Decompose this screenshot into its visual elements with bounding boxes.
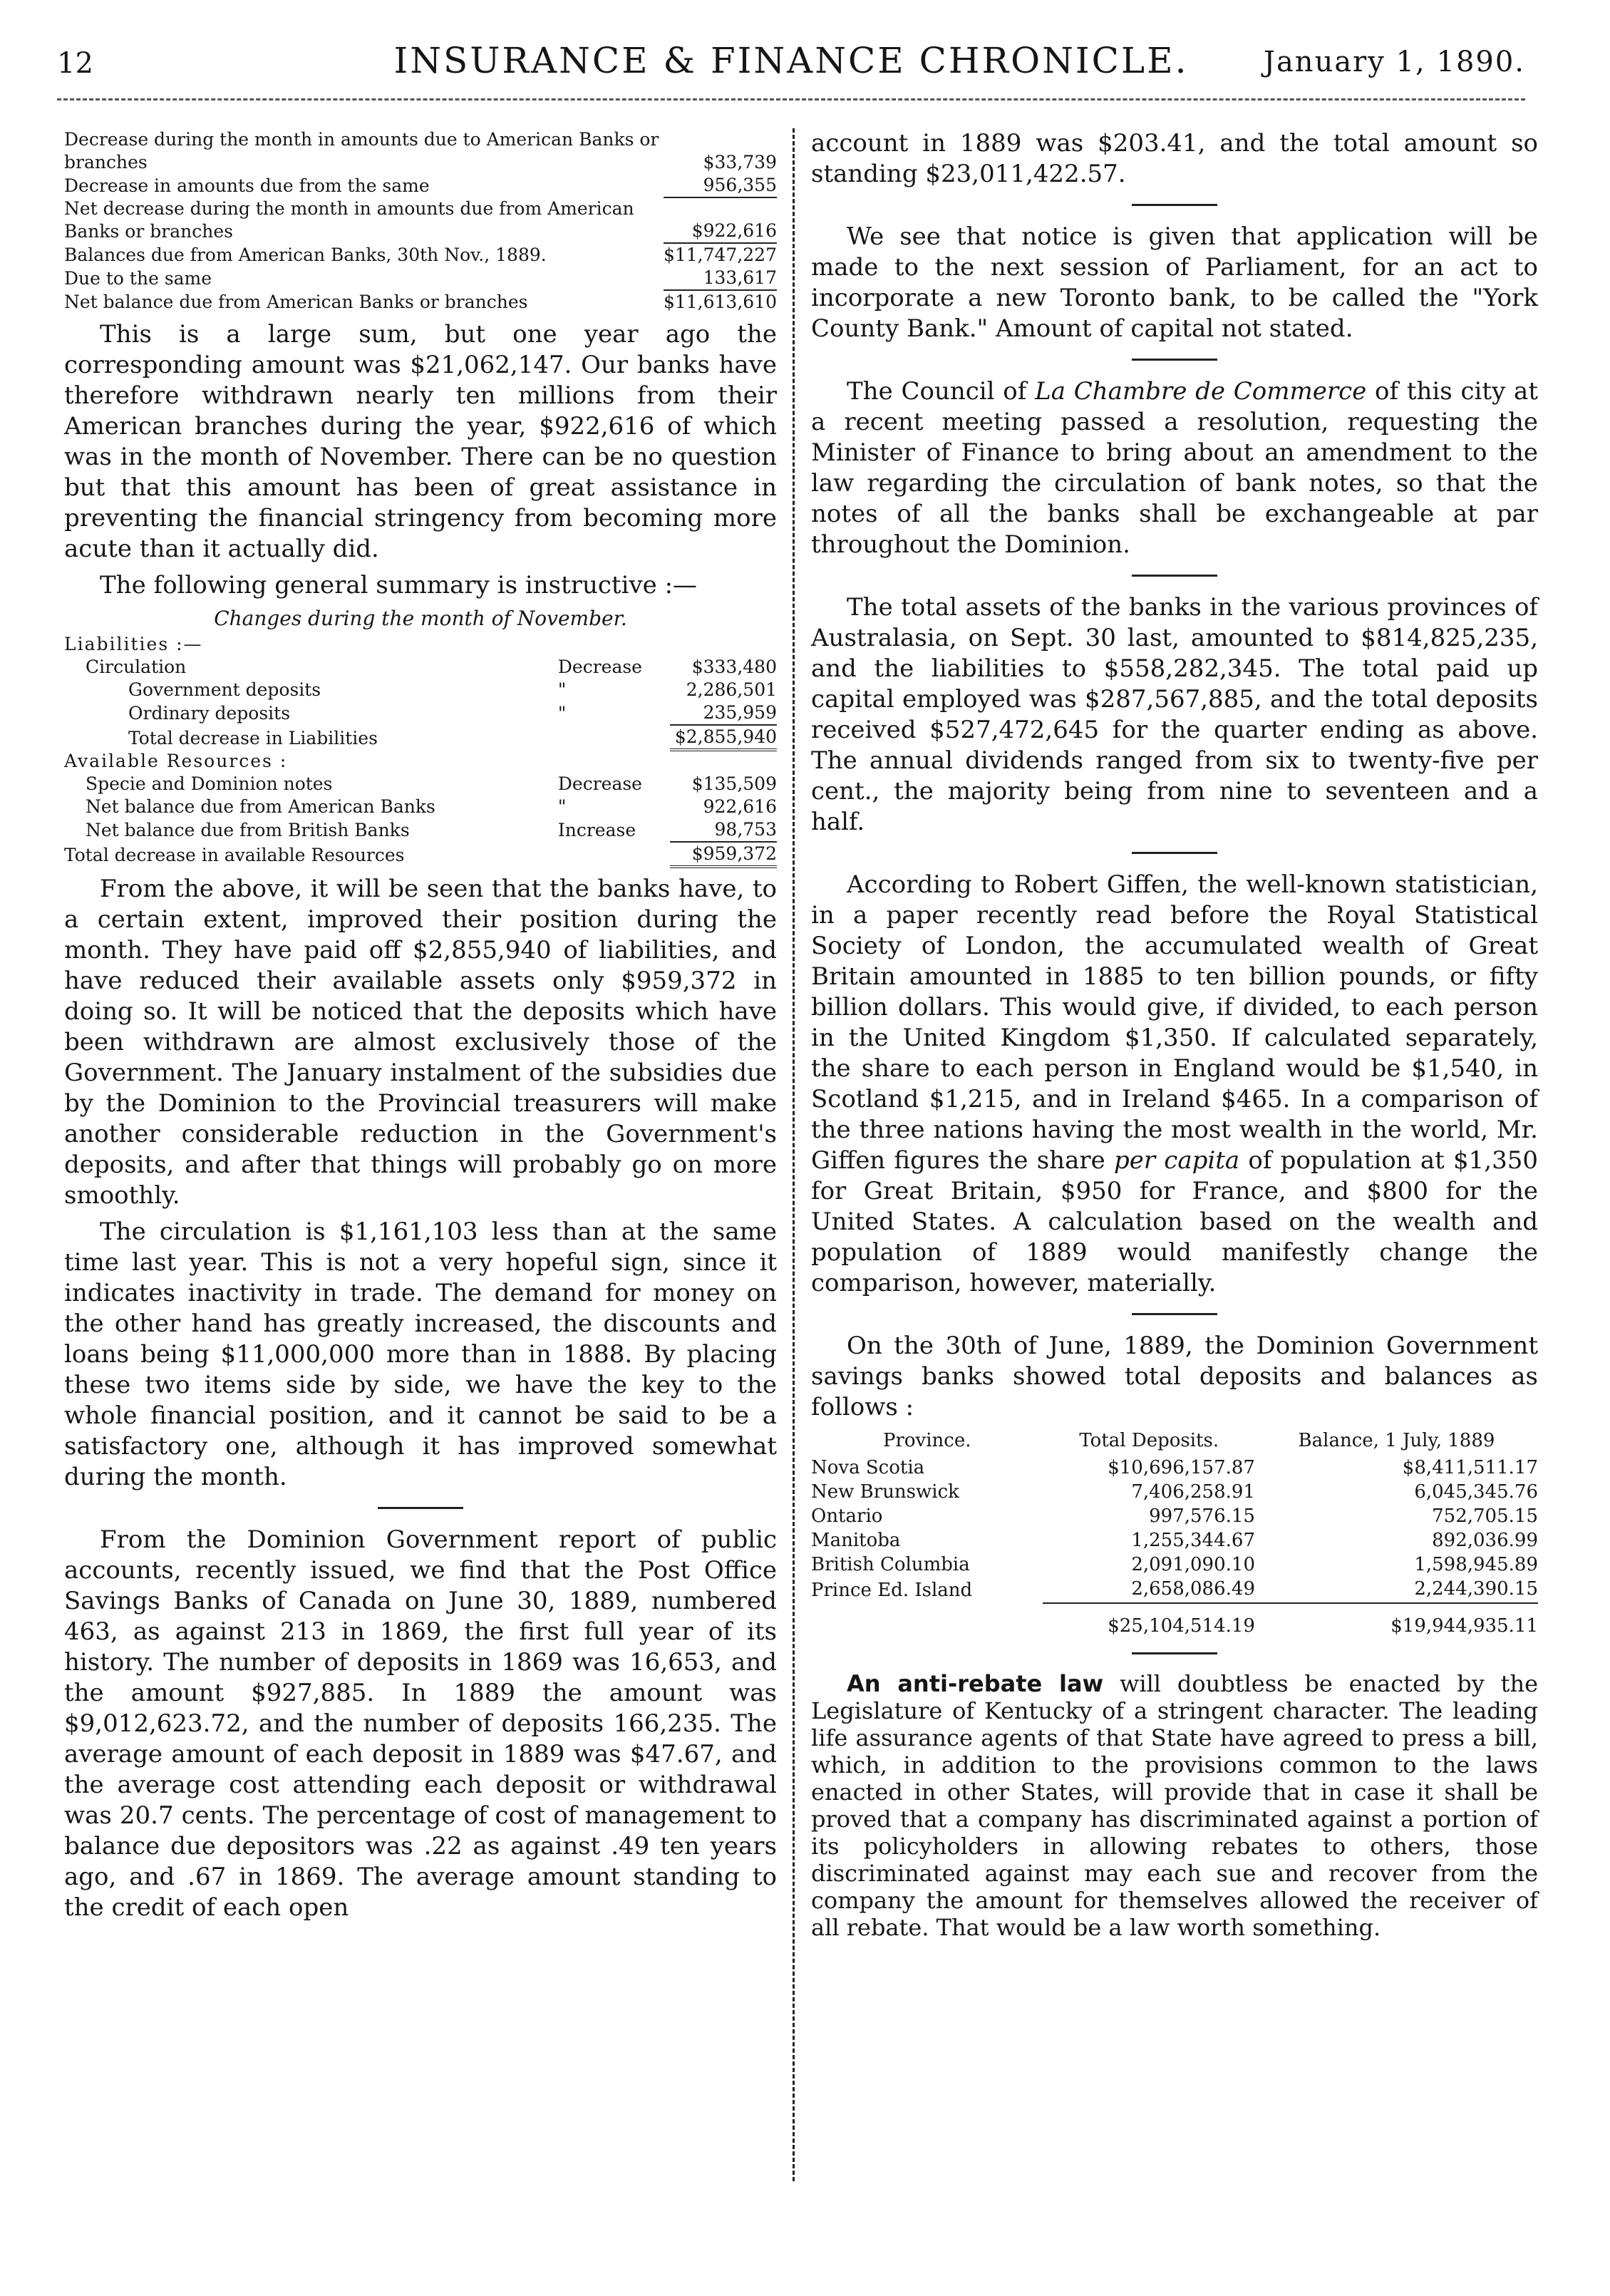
table-cell: 1,255,344.67 [1131, 1530, 1255, 1551]
ledger-amount: $135,509 [691, 773, 777, 794]
ledger-row [64, 128, 777, 174]
ledger-row [64, 267, 777, 290]
paragraph: account in 1889 was $203.41, and the total amount so standing $23,011,422.57. [811, 129, 1538, 188]
ledger-amount: 235,959 [670, 701, 777, 725]
ledger-label: Government deposits [128, 679, 321, 700]
text-run: According to Robert Giffen, the well-known statistician, in a paper recently read before the Royal Statistical Society of London, the accumulated wealth of Great Britain amounted in 1885 to ten billion pounds, or fifty billion dollars. This would give, if divided, to each person in the United Kingdom $1,350. If calculated separately, the share to each person in England would be $1,540, in Scotland $1,215, and in Ireland $465. In a comparison of the three nations having the most wealth in the world, Mr. Giffen figures the share [811, 870, 1538, 1175]
ledger-row [64, 290, 777, 314]
section-rule [1132, 1652, 1217, 1654]
table-total: $19,944,935.11 [1390, 1615, 1538, 1637]
page-header [57, 34, 1525, 91]
ledger-kind: Decrease [557, 773, 642, 794]
paragraph: The following general summary is instructive :— [100, 571, 698, 599]
section-rule [1132, 852, 1217, 854]
ledger-label: Circulation [86, 657, 187, 677]
running-title: INSURANCE & FINANCE CHRONICLE. [393, 40, 1189, 81]
paragraph: On the 30th of June, 1889, the Dominion Government savings banks showed total deposits and balances as follows : [811, 1332, 1538, 1421]
paragraph: The circulation is $1,161,103 less than at the same time last year. This is not a very hopeful sign, since it indicates inactivity in trade. The demand for money on the other hand has greatly increased, the discounts and loans being $11,000,000 more than in 1888. By placing these two items side by side, we have the key to the whole financial position, and it cannot be said to be a satisfactory one, although it has improved somewhat during the month. [64, 1218, 777, 1491]
ledger-amount: 98,753 [670, 818, 777, 842]
table-cell: 892,036.99 [1432, 1530, 1538, 1551]
ledger-amount: $11,747,227 [663, 244, 777, 265]
column-divider [793, 128, 795, 2181]
page-number: 12 [57, 47, 93, 80]
ledger-amount: 922,616 [703, 796, 777, 817]
paragraph [811, 870, 1538, 1299]
table-cell: 2,091,090.10 [1131, 1554, 1255, 1575]
table-cell: New Brunswick [811, 1481, 959, 1503]
ledger-row [64, 818, 777, 842]
column-header: Total Deposits. [1079, 1430, 1219, 1451]
section-rule [1132, 359, 1217, 361]
table-row [811, 1553, 1538, 1577]
text-run: of population at $1,350 for Great Britain, $950 for France, and $800 for the United States. A calculation based on the wealth and population of 1889 would manifestly change the comparison, however, materially. [811, 1146, 1538, 1297]
column-header: Province. [882, 1430, 971, 1451]
table-cell: $10,696,157.87 [1108, 1457, 1255, 1478]
table-row [811, 1480, 1538, 1504]
ledger-section-label: Available Resources : [64, 751, 288, 771]
ledger-row [64, 633, 777, 656]
ledger-row [64, 243, 777, 267]
paragraph: This is a large sum, but one year ago the corresponding amount was $21,062,147. Our banks have therefore withdrawn nearly ten millions from their American branches during the year, $922,616 of which was in the month of November. There can be no question but that this amount has been of great assistance in preventing the financial stringency from becoming more acute than it actually did. [64, 320, 777, 563]
ledger-label: Balances due from American Banks, 30th Nov., 1889. [64, 244, 547, 265]
paragraph: From the Dominion Government report of public accounts, recently issued, we find that the Post Office Savings Banks of Canada on June 30, 1889, numbered 463, as against 213 in 1869, the first full year of its history. The number of deposits in 1869 was 16,653, and the amount $927,885. In 1889 the amount was $9,012,623.72, and the number of deposits 166,235. The average amount of each deposit in 1889 was $47.67, and the average cost attending each deposit or withdrawal was 20.7 cents. The percentage of cost of management to balance due depositors was .22 as against .49 ten years ago, and .67 in 1869. The average amount standing to the credit of each open [64, 1525, 777, 1922]
ledger-label: Net balance due from American Banks or branches [64, 292, 528, 312]
table-row [811, 1456, 1538, 1480]
ledger-amount: $922,616 [664, 197, 777, 243]
ledger-total: $959,372 [670, 842, 777, 867]
table-cell: Ontario [811, 1505, 883, 1527]
ledger-row [64, 197, 777, 243]
table-cell: Prince Ed. Island [811, 1579, 973, 1601]
ledger-row [64, 796, 777, 818]
ledger-row [64, 842, 777, 867]
savings-banks-table [811, 1428, 1538, 1638]
paragraph: From the above, it will be seen that the banks have, to a certain extent, improved their position during the month. They have paid off $2,855,940 of liabilities, and have reduced their available assets only $959,372 in doing so. It will be noticed that the deposits which have been withdrawn are almost exclusively those of the Government. The January instalment of the subsidies due by the Dominion to the Provincial treasurers will make another considerable reduction in the Government's deposits, and after that things will probably go on more smoothly. [64, 875, 777, 1210]
table-row [811, 1577, 1538, 1603]
lead-phrase: An anti-rebate law [847, 1670, 1104, 1697]
table-total-row [811, 1603, 1538, 1638]
text-run: will doubtless be enacted by the Legislature of Kentucky of a stringent character. The leading life assurance agents of that State have agreed to press a bill, which, in addition to the provisions common to the laws enacted in other States, will provide that in case it shall be proved that a company has discriminated against a portion of its policyholders in allowing rebates to others, those discriminated against may each sue and recover from the company the amount for themselves allowed the receiver of all rebate. That would be a law worth something. [811, 1670, 1539, 1941]
italic-term: La Chambre de Commerce [1035, 377, 1367, 406]
section-rule [1132, 204, 1217, 206]
ledger-amount: 956,355 [664, 174, 777, 197]
ledger-label: Decrease during the month in amounts due to American Banks or branches [64, 129, 659, 173]
right-column [811, 128, 1538, 1947]
table-cell: 997,576.15 [1149, 1505, 1255, 1527]
table-cell: Manitoba [811, 1530, 901, 1551]
paragraph: The total assets of the banks in the various provinces of Australasia, on Sept. 30 last, amounted to $814,825,235, and the liabilities to $558,282,345. The total paid up capital employed was $287,567,885, and the total deposits received $527,472,645 for the quarter ending as above. The annual dividends ranged from six to twenty-five per cent., the majority being from nine to seventeen and a half. [811, 593, 1538, 836]
ledger-row [64, 656, 777, 679]
ledger-amount: $11,613,610 [663, 292, 777, 312]
table-cell: 7,406,258.91 [1131, 1481, 1255, 1503]
table-header-row [811, 1428, 1538, 1456]
table-cell: British Columbia [811, 1554, 970, 1575]
table-row [811, 1504, 1538, 1528]
header-rule [57, 98, 1525, 103]
left-column [64, 128, 777, 1929]
table-cell: 2,244,390.15 [1255, 1577, 1538, 1603]
ledger-row [64, 725, 777, 750]
ledger-kind: Increase [557, 820, 636, 840]
paragraph: We see that notice is given that application will be made to the next session of Parliament, for an act to incorporate a new Toronto bank, to be called the "York County Bank." Amount of capital not stated. [811, 222, 1538, 343]
ledger-total: $2,855,940 [670, 725, 777, 750]
italic-term: per capita [1113, 1146, 1240, 1175]
paragraph [811, 376, 1538, 560]
ledger-amount: $333,480 [691, 657, 777, 677]
ledger-amount: 2,286,501 [686, 679, 777, 700]
table-cell: $8,411,511.17 [1402, 1457, 1538, 1478]
ledger-total-label: Total decrease in Liabilities [128, 728, 378, 748]
text-run: The Council of [847, 377, 1036, 406]
table-cell: 1,598,945.89 [1414, 1554, 1538, 1575]
ledger-label: Due to the same [64, 268, 212, 289]
text-run: of this city at a recent meeting passed a resolution, requesting the Minister of Finance to bring about an amendment to the law regarding the circulation of bank notes, so that the notes of all the banks shall be exchangeable at par throughout the Dominion. [811, 377, 1538, 559]
ledger-label: Ordinary deposits [128, 703, 291, 724]
paragraph [811, 1670, 1538, 1941]
ledger-row [64, 773, 777, 796]
ledger-kind: " [557, 703, 567, 724]
table-cell: 6,045,345.76 [1414, 1481, 1538, 1503]
ledger-label: Decrease in amounts due from the same [64, 175, 430, 196]
table-row [811, 1528, 1538, 1553]
section-rule [378, 1507, 463, 1509]
ledger-amount: 133,617 [664, 267, 777, 290]
ledger-total-label: Total decrease in available Resources [64, 845, 405, 865]
ledger-row [64, 679, 777, 701]
summary-caption: Changes during the month of November. [214, 607, 627, 630]
ledger-kind: Decrease [557, 657, 642, 677]
ledger-amount: $33,739 [703, 152, 777, 173]
section-rule [1132, 575, 1217, 577]
ledger-row [64, 701, 777, 725]
table-cell: Nova Scotia [811, 1457, 925, 1478]
ledger-label: Net balance due from British Banks [86, 820, 410, 840]
issue-date: January 1, 1890. [1263, 46, 1525, 78]
section-rule [1132, 1313, 1217, 1315]
table-cell: 2,658,086.49 [1043, 1577, 1255, 1603]
column-header: Balance, 1 July, 1889 [1298, 1430, 1495, 1451]
ledger-row [64, 750, 777, 773]
ledger-kind: " [557, 679, 567, 700]
ledger-label: Specie and Dominion notes [86, 773, 333, 794]
november-changes-ledger [64, 633, 777, 868]
ledger-section-label: Liabilities :— [64, 634, 203, 654]
ledger-kind: " [557, 796, 567, 817]
ledger-label: Net balance due from American Banks [86, 796, 435, 817]
ledger-row [64, 174, 777, 197]
table-cell: 752,705.15 [1432, 1505, 1538, 1527]
ledger-label: Net decrease during the month in amounts due from American Banks or branches [64, 198, 634, 242]
table-total: $25,104,514.19 [1108, 1615, 1255, 1637]
bank-balances-ledger [64, 128, 777, 314]
